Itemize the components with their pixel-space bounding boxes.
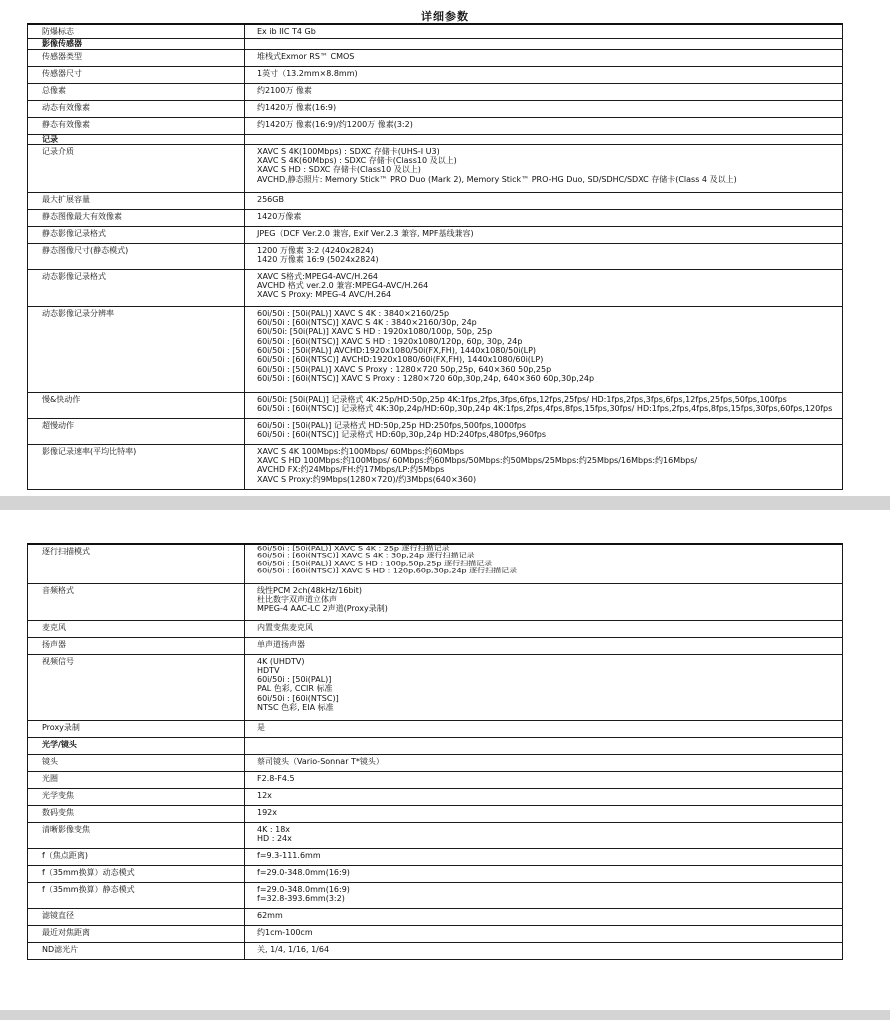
- spec-value-line: 4K (UHDTV): [257, 656, 305, 666]
- spec-label: 扬声器: [28, 637, 245, 654]
- spec-value-line: XAVC S Proxy:约9Mbps(1280×720)/约3Mbps(640×360): [257, 474, 477, 484]
- spec-value-line: 杜比数字双声道立体声: [257, 594, 337, 604]
- spec-value-line: XAVC S Proxy: MPEG-4 AVC/H.264: [257, 290, 392, 300]
- spec-value: [245, 583, 843, 620]
- spec-value-line: 60i/50i : [50i(PAL)] 记录格式 HD:50p,25p HD:250fps,500fps,1000fps: [257, 420, 527, 430]
- spec-value-line: HDTV: [257, 665, 280, 675]
- spec-row: [28, 209, 843, 226]
- spec-label: 视频信号: [28, 654, 245, 720]
- spec-label: Proxy录制: [28, 720, 245, 737]
- spec-value-text: 60i/50i : [50i(PAL)] XAVC S 4K : 25p 逐行扫描记录: [257, 545, 450, 553]
- spec-value-line: 256GB: [257, 194, 284, 204]
- spec-label: 光圈: [28, 771, 245, 788]
- spec-value-line: [257, 552, 842, 559]
- spec-label: 最大扩展容量: [28, 192, 245, 209]
- spec-value: [245, 306, 843, 392]
- spec-label: 影像记录速率(平均比特率): [28, 444, 245, 489]
- section-title: 记录: [28, 134, 245, 144]
- spec-label: 麦克风: [28, 620, 245, 637]
- spec-value: [245, 49, 843, 66]
- spec-value: [245, 117, 843, 134]
- spec-row: [28, 737, 843, 754]
- spec-value-line: 60i/50i : [50i(PAL)] XAVC S 4K : 3840×2160/25p: [257, 308, 450, 318]
- spec-row: [28, 243, 843, 269]
- spec-row: [28, 583, 843, 620]
- spec-row: [28, 908, 843, 925]
- spec-row: [28, 771, 843, 788]
- spec-value-line: 60i/50i : [60i(NTSC)] XAVC S Proxy : 1280×720 60p,30p,24p, 640×360 60p,30p,24p: [257, 373, 595, 383]
- spec-value-text: 60i/50i : [60i(NTSC)] XAVC S 4K : 30p,24p 逐行扫描记录: [257, 552, 475, 560]
- spec-value-line: XAVC S HD : SDXC 存储卡(Class10 及以上): [257, 165, 421, 175]
- spec-value: [245, 39, 843, 49]
- spec-value: [245, 444, 843, 489]
- page-footer-separator: [0, 1010, 890, 1020]
- page-separator: [0, 496, 890, 510]
- spec-value: [245, 243, 843, 269]
- spec-value: [245, 925, 843, 942]
- spec-value-line: 约1420万 像素(16:9): [257, 102, 337, 112]
- spec-row: [28, 822, 843, 848]
- spec-label: 音频格式: [28, 583, 245, 620]
- section-row: [28, 134, 843, 144]
- spec-value-line: 12x: [257, 790, 272, 800]
- spec-label: 光学/镜头: [28, 737, 245, 754]
- spec-value-line: f=29.0-348.0mm(16:9): [257, 884, 350, 894]
- spec-value: [245, 805, 843, 822]
- spec-label: 记录介质: [28, 144, 245, 192]
- spec-value: [245, 720, 843, 737]
- spec-label: 最近对焦距离: [28, 925, 245, 942]
- spec-value: [245, 620, 843, 637]
- spec-row: [28, 24, 843, 39]
- spec-row: [28, 144, 843, 192]
- spec-value: [245, 209, 843, 226]
- spec-row: [28, 882, 843, 908]
- spec-row: [28, 637, 843, 654]
- spec-value: [245, 654, 843, 720]
- spec-value-line: 60i/50i : [60i(NTSC)] 记录格式 4K:30p,24p/HD:60p,30p,24p 4K:1fps,2fps,4fps,8fps,15fps,30fps/ HD:1fps,2fps,4fps,8fps,15fps,30fps,60fps,120fps: [257, 404, 833, 414]
- spec-label: 慢&快动作: [28, 392, 245, 418]
- spec-label: 滤镜直径: [28, 908, 245, 925]
- spec-row: [28, 942, 843, 959]
- spec-value-line: 单声道扬声器: [257, 639, 305, 649]
- section-row: [28, 39, 843, 49]
- spec-value: [245, 269, 843, 306]
- spec-row: [28, 720, 843, 737]
- spec-value-line: Ex ib IIC T4 Gb: [257, 27, 316, 36]
- spec-value-line: F2.8-F4.5: [257, 773, 295, 783]
- spec-value-line: 1英寸（13.2mm×8.8mm): [257, 68, 358, 78]
- spec-value: [245, 637, 843, 654]
- spec-value: [245, 754, 843, 771]
- spec-value: [245, 848, 843, 865]
- spec-value-line: 62mm: [257, 910, 283, 920]
- spec-value-line: 内置变焦麦克风: [257, 622, 313, 632]
- spec-row: [28, 269, 843, 306]
- spec-value-line: 1420 万像素 16:9 (5024x2824): [257, 255, 379, 265]
- spec-value-line: MPEG-4 AAC-LC 2声道(Proxy录制): [257, 604, 388, 614]
- spec-value: [245, 134, 843, 144]
- spec-label: 数码变焦: [28, 805, 245, 822]
- page-title: 详细参数: [421, 10, 469, 23]
- spec-value: [245, 908, 843, 925]
- spec-value-line: 是: [257, 722, 265, 732]
- spec-value-line: XAVC S 4K(60Mbps) : SDXC 存储卡(Class10 及以上): [257, 156, 457, 166]
- spec-value-text: 60i/50i : [60i(NTSC)] XAVC S HD : 120p,60p,30p,24p 逐行扫描记录: [257, 567, 518, 575]
- spec-row: [28, 117, 843, 134]
- spec-value-line: AVCHD 格式 ver.2.0 兼容:MPEG4-AVC/H.264: [257, 281, 429, 291]
- spec-value-line: 4K : 18x: [257, 824, 291, 834]
- spec-value-line: AVCHD FX:约24Mbps/FH:约17Mbps/LP:约5Mbps: [257, 465, 445, 475]
- spec-row: [28, 865, 843, 882]
- spec-value-line: XAVC S 4K(100Mbps) : SDXC 存储卡(UHS-I U3): [257, 146, 440, 156]
- spec-value-line: f=29.0-348.0mm(16:9): [257, 867, 350, 877]
- spec-row: [28, 100, 843, 117]
- spec-row: [28, 392, 843, 418]
- spec-value-line: PAL 色彩, CCIR 标准: [257, 684, 333, 694]
- spec-label: 静态有效像素: [28, 117, 245, 134]
- spec-value-line: 约2100万 像素: [257, 85, 312, 95]
- section-title: 影像传感器: [28, 39, 245, 49]
- spec-value-line: f=32.8-393.6mm(3:2): [257, 893, 345, 903]
- spec-value: [245, 100, 843, 117]
- spec-row: [28, 444, 843, 489]
- spec-value-line: 1200 万像素 3:2 (4240x2824): [257, 245, 374, 255]
- spec-value: [245, 822, 843, 848]
- spec-value: [245, 392, 843, 418]
- spec-value: [245, 66, 843, 83]
- spec-label: f（焦点距离): [28, 848, 245, 865]
- spec-value-line: 关, 1/4, 1/16, 1/64: [257, 944, 330, 954]
- spec-row: [28, 192, 843, 209]
- spec-value: [245, 737, 843, 754]
- spec-value-line: XAVC S 4K 100Mbps:约100Mbps/ 60Mbps:约60Mbps: [257, 446, 464, 456]
- spec-value-line: 约1cm-100cm: [257, 927, 313, 937]
- spec-value-line: AVCHD,静态照片: Memory Stick™ PRO Duo (Mark 2), Memory Stick™ PRO-HG Duo, SD/SDHC/SDXC 存储卡(Class 4 及以上): [257, 174, 737, 184]
- spec-label: 静态图像最大有效像素: [28, 209, 245, 226]
- spec-value: [245, 771, 843, 788]
- spec-value-line: 线性PCM 2ch(48kHz/16bit): [257, 585, 362, 595]
- spec-label: 清晰影像变焦: [28, 822, 245, 848]
- spec-value: [245, 942, 843, 959]
- spec-value: [245, 144, 843, 192]
- spec-value-line: 60i/50i : [60i(NTSC)]: [257, 693, 339, 703]
- spec-value-line: 1420万像素: [257, 211, 302, 221]
- spec-label: 动态有效像素: [28, 100, 245, 117]
- spec-value-line: 60i/50i: [50i(PAL)] XAVC S HD : 1920x1080/100p, 50p, 25p: [257, 327, 493, 337]
- spec-value-line: 堆栈式Exmor RS™ CMOS: [257, 51, 355, 61]
- spec-table-2: [27, 543, 843, 960]
- spec-row: [28, 848, 843, 865]
- spec-label: 镜头: [28, 754, 245, 771]
- spec-value-line: JPEG（DCF Ver.2.0 兼容, Exif Ver.2.3 兼容, MPF基线兼容): [257, 228, 474, 238]
- spec-value: [245, 192, 843, 209]
- spec-value-line: 60i/50i : [50i(PAL)] AVCHD:1920x1080/50i(FX,FH), 1440x1080/50i(LP): [257, 346, 537, 356]
- spec-value-line: 60i/50i : [60i(NTSC)] XAVC S HD : 1920x1080/120p, 60p, 30p, 24p: [257, 336, 523, 346]
- spec-label: 光学变焦: [28, 788, 245, 805]
- spec-row: [28, 306, 843, 392]
- spec-row: [28, 226, 843, 243]
- spec-row: [28, 544, 843, 583]
- spec-value-line: 60i/50i : [50i(PAL)]: [257, 675, 332, 685]
- spec-value-line: 约1420万 像素(16:9)/约1200万 像素(3:2): [257, 119, 413, 129]
- spec-value-line: f=9.3-111.6mm: [257, 850, 321, 860]
- spec-label: 超慢动作: [28, 418, 245, 444]
- spec-table-1: [27, 23, 843, 490]
- spec-value: [245, 865, 843, 882]
- spec-label: f（35mm换算）动态模式: [28, 865, 245, 882]
- spec-value-line: XAVC S HD 100Mbps:约100Mbps/ 60Mbps:约60Mbps/50Mbps:约50Mbps/25Mbps:约25Mbps/16Mbps:约16Mbps/: [257, 456, 698, 466]
- spec-value-text: 60i/50i : [50i(PAL)] XAVC S HD : 100p,50p,25p 逐行扫描记录: [257, 559, 493, 567]
- spec-label: 传感器尺寸: [28, 66, 245, 83]
- spec-label: 动态影像记录分辨率: [28, 306, 245, 392]
- spec-row: [28, 925, 843, 942]
- spec-row: [28, 805, 843, 822]
- spec-value-line: 60i/50i : [60i(NTSC)] XAVC S 4K : 3840×2160/30p, 24p: [257, 318, 477, 328]
- spec-label: 防爆标志: [28, 24, 245, 39]
- spec-label: 动态影像记录格式: [28, 269, 245, 306]
- spec-row: [28, 66, 843, 83]
- spec-row: [28, 418, 843, 444]
- spec-label: f（35mm换算）静态模式: [28, 882, 245, 908]
- spec-row: [28, 754, 843, 771]
- spec-value: [245, 882, 843, 908]
- spec-value: [245, 788, 843, 805]
- spec-value-line: NTSC 色彩, EIA 标准: [257, 702, 334, 712]
- spec-label: 静态图像尺寸(静态模式): [28, 243, 245, 269]
- spec-value-line: XAVC S格式:MPEG4-AVC/H.264: [257, 271, 378, 281]
- spec-label: 传感器类型: [28, 49, 245, 66]
- spec-value: [245, 226, 843, 243]
- spec-value: [245, 544, 843, 583]
- spec-value: [245, 418, 843, 444]
- spec-value-line: 60i/50i : [60i(NTSC)] AVCHD:1920x1080/60i(FX,FH), 1440x1080/60i(LP): [257, 355, 544, 365]
- spec-value-line: 60i/50i: [50i(PAL)] 记录格式 4K:25p/HD:50p,25p 4K:1fps,2fps,3fps,6fps,12fps,25fps/ HD:1fps,2fps,3fps,6fps,12fps,25fps,50fps,100fps: [257, 394, 787, 404]
- spec-label: 总像素: [28, 83, 245, 100]
- spec-row: [28, 620, 843, 637]
- spec-value-line: 60i/50i : [50i(PAL)] XAVC S Proxy : 1280×720 50p,25p, 640×360 50p,25p: [257, 364, 552, 374]
- spec-value-line: 192x: [257, 807, 278, 817]
- spec-label: 逐行扫描模式: [28, 544, 245, 583]
- spec-value-line: 60i/50i : [60i(NTSC)] 记录格式 HD:60p,30p,24p HD:240fps,480fps,960fps: [257, 430, 547, 440]
- spec-value-line: 蔡司镜头（Vario-Sonnar T*镜头）: [257, 756, 384, 766]
- spec-label: ND滤光片: [28, 942, 245, 959]
- spec-label: 静态影像记录格式: [28, 226, 245, 243]
- spec-value: [245, 83, 843, 100]
- spec-row: [28, 788, 843, 805]
- spec-row: [28, 49, 843, 66]
- spec-row: [28, 83, 843, 100]
- spec-value-line: [257, 567, 842, 574]
- spec-value-line: HD : 24x: [257, 833, 292, 843]
- spec-value: [245, 24, 843, 39]
- spec-row: [28, 654, 843, 720]
